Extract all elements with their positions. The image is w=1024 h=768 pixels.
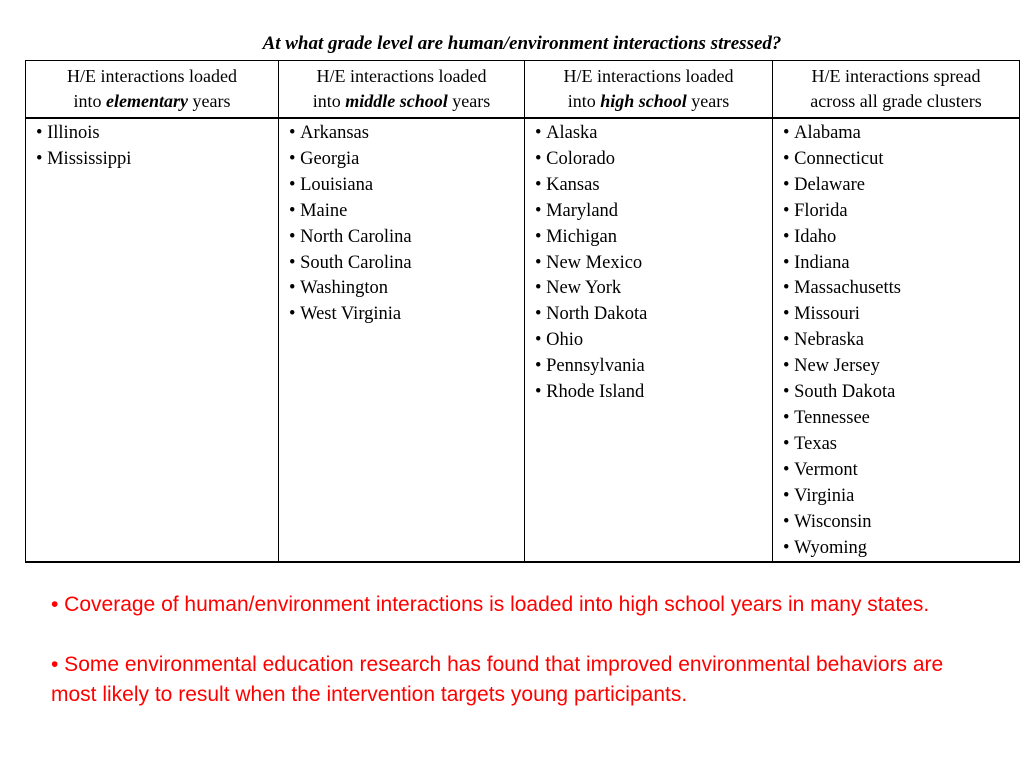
state-item: • Mississippi — [36, 147, 278, 173]
state-item: • New York — [535, 276, 772, 302]
state-item: • South Carolina — [289, 251, 524, 277]
state-item: • Alaska — [535, 121, 772, 147]
states-row — [26, 118, 1020, 562]
states-table — [25, 60, 1020, 563]
header-emphasis: elementary — [106, 91, 188, 111]
state-item: • Wyoming — [783, 536, 1019, 562]
header-line: H/E interactions spread — [811, 66, 981, 86]
state-item: • Indiana — [783, 251, 1019, 277]
state-item: • Pennsylvania — [535, 354, 772, 380]
header-line — [29, 89, 275, 114]
header-line: H/E interactions loaded — [563, 66, 734, 86]
state-item: • Michigan — [535, 225, 772, 251]
header-line — [528, 89, 769, 114]
table-title: At what grade level are human/environment interactions stressed? — [262, 33, 782, 54]
state-item: • Washington — [289, 276, 524, 302]
state-item: • Idaho — [783, 225, 1019, 251]
state-list — [289, 121, 524, 328]
states-cell-middle-school — [279, 118, 525, 562]
state-item: • Rhode Island — [535, 380, 772, 406]
state-item: • North Carolina — [289, 225, 524, 251]
states-cell-all-clusters — [773, 118, 1020, 562]
state-item: • Alabama — [783, 121, 1019, 147]
state-item: • Colorado — [535, 147, 772, 173]
state-item: • Delaware — [783, 173, 1019, 199]
state-item: • Massachusetts — [783, 276, 1019, 302]
header-elementary — [26, 61, 279, 119]
states-cell-high-school — [525, 118, 773, 562]
state-item: • Wisconsin — [783, 510, 1019, 536]
state-item: • West Virginia — [289, 302, 524, 328]
state-item: • South Dakota — [783, 380, 1019, 406]
state-item: • Maine — [289, 199, 524, 225]
notes — [51, 590, 971, 710]
state-item: • Connecticut — [783, 147, 1019, 173]
state-list — [535, 121, 772, 406]
header-line: H/E interactions loaded — [316, 66, 487, 86]
header-row — [26, 61, 1020, 119]
state-item: • New Jersey — [783, 354, 1019, 380]
state-item: • Missouri — [783, 302, 1019, 328]
state-item: • Nebraska — [783, 328, 1019, 354]
note-young-participants: • Some environmental education research has found that improved environmental behaviors are most likely to result when the intervention targets young participants. — [51, 653, 944, 706]
header-emphasis: middle school — [345, 91, 448, 111]
state-item: • Arkansas — [289, 121, 524, 147]
state-list — [36, 121, 278, 173]
states-cell-elementary — [26, 118, 279, 562]
header-text: into — [73, 91, 107, 111]
state-item: • New Mexico — [535, 251, 772, 277]
state-item: • Texas — [783, 432, 1019, 458]
header-line — [776, 89, 1016, 114]
state-item: • Georgia — [289, 147, 524, 173]
state-item: • Virginia — [783, 484, 1019, 510]
state-item: • Illinois — [36, 121, 278, 147]
header-high-school — [525, 61, 773, 119]
state-item: • Maryland — [535, 199, 772, 225]
note-high-school-loading: • Coverage of human/environment interactions is loaded into high school years in many states. — [51, 593, 930, 616]
header-text: across all grade clusters — [810, 91, 982, 111]
state-list — [783, 121, 1019, 561]
header-text: years — [686, 91, 730, 111]
header-text: years — [188, 91, 231, 111]
header-text: into — [567, 91, 601, 111]
state-item: • Kansas — [535, 173, 772, 199]
state-item: • North Dakota — [535, 302, 772, 328]
header-middle-school — [279, 61, 525, 119]
header-text: years — [447, 91, 491, 111]
header-emphasis: high school — [600, 91, 687, 111]
header-line — [282, 89, 521, 114]
state-item: • Tennessee — [783, 406, 1019, 432]
header-text: into — [312, 91, 346, 111]
state-item: • Ohio — [535, 328, 772, 354]
header-line: H/E interactions loaded — [67, 66, 237, 86]
state-item: • Louisiana — [289, 173, 524, 199]
header-all-clusters — [773, 61, 1020, 119]
state-item: • Florida — [783, 199, 1019, 225]
state-item: • Vermont — [783, 458, 1019, 484]
